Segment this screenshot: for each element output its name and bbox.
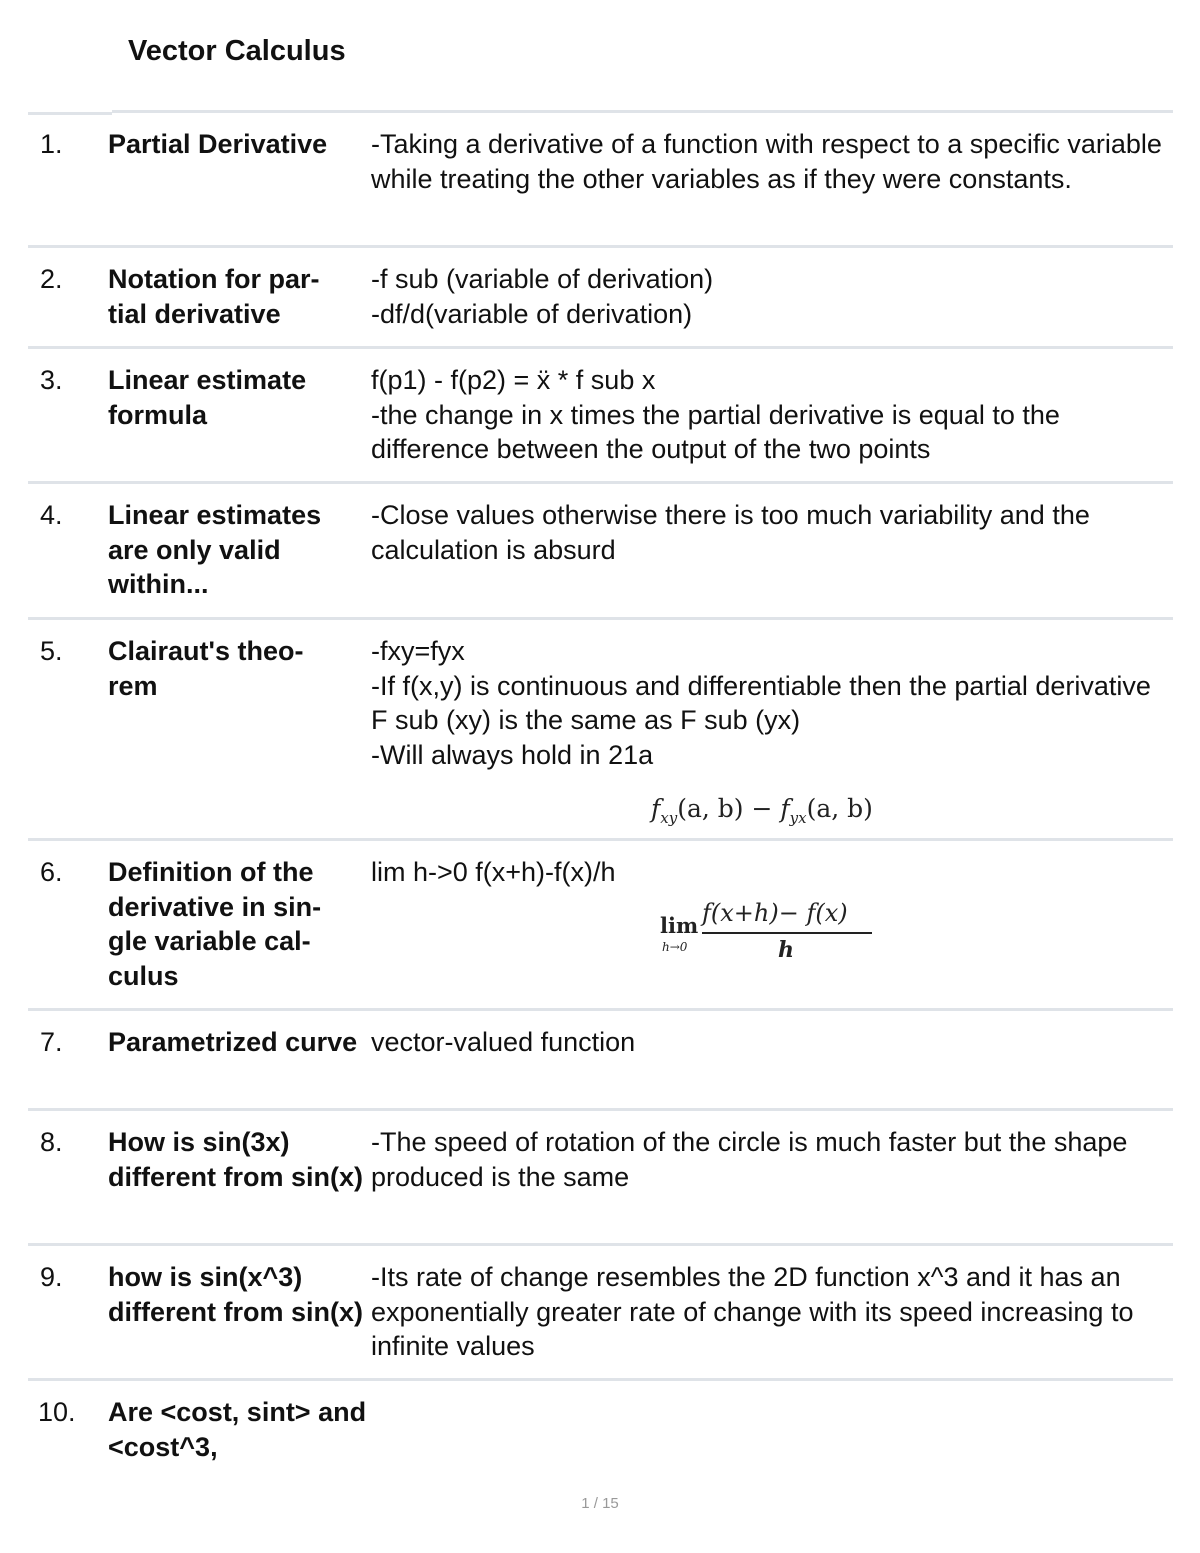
formula-lhs-sub: xy	[660, 809, 678, 827]
flashcard-7	[28, 1011, 1173, 1111]
page-indicator: 1 / 15	[581, 1495, 619, 1512]
flashcard-5	[28, 620, 1173, 841]
card-definition: -Taking a derivative of a function with respect to a specific variable while treating the other variables as if they were constants.	[371, 129, 1162, 194]
card-number: 3.	[40, 365, 63, 395]
card-term: Linear estimates are only valid within...	[108, 500, 322, 599]
card-number: 8.	[40, 1127, 63, 1157]
card-definition: -Its rate of change resembles the 2D function x^3 and it has an exponentially greater rate of change with its speed increasing to infinite values	[371, 1262, 1134, 1361]
card-term: Notation for par- tial derivative	[108, 264, 320, 329]
formula-lhs-args: (a, b)	[677, 794, 744, 823]
card-definition: -fxy=fyx -If f(x,y) is continuous and differentiable then the partial derivative F sub (xy) is the same as F sub (yx) -Will always hold in 21a	[371, 636, 1151, 770]
card-number: 1.	[40, 129, 63, 159]
derivative-limit-formula-image	[656, 899, 906, 969]
card-term: Definition of the derivative in sin- gle variable cal- culus	[108, 857, 322, 991]
card-term: Are <cost, sint> and <cost^3,	[108, 1397, 367, 1462]
formula-rhs-args: (a, b)	[806, 794, 873, 823]
card-term: How is sin(3x) different from sin(x)	[108, 1127, 364, 1192]
card-number: 2.	[40, 264, 63, 294]
clairaut-formula-image	[651, 794, 873, 827]
card-number: 5.	[40, 636, 63, 666]
formula-lhs-base: f	[651, 794, 661, 823]
flashcard-8	[28, 1111, 1173, 1246]
limit-subscript: h→0	[662, 940, 688, 954]
formula-rhs-sub: yx	[789, 809, 807, 827]
fraction-numerator: f(x+h)− f(x)	[702, 899, 848, 927]
card-definition: -f sub (variable of derivation) -df/d(variable of derivation)	[371, 264, 714, 329]
fraction-denominator: h	[778, 937, 794, 963]
flashcard-9	[28, 1246, 1173, 1381]
card-definition: vector-valued function	[371, 1027, 636, 1057]
card-term: Linear estimate formula	[108, 365, 307, 430]
card-definition: f(p1) - f(p2) = ẍ * f sub x -the change in x times the partial derivative is equal to the difference between the output of the two points	[371, 365, 1060, 464]
formula-rhs-base: f	[780, 794, 790, 823]
card-term: Parametrized curve	[108, 1027, 358, 1057]
card-term: Partial Derivative	[108, 129, 328, 159]
limit-operator: lim	[660, 913, 699, 938]
card-term: how is sin(x^3) different from sin(x)	[108, 1262, 364, 1327]
card-number: 7.	[40, 1027, 63, 1057]
flashcard-10	[28, 1381, 1173, 1481]
card-number: 10.	[38, 1397, 76, 1427]
flashcard-1	[28, 113, 1173, 248]
document-title: Vector Calculus	[128, 35, 346, 67]
flashcard-3	[28, 349, 1173, 484]
flashcard-2	[28, 248, 1173, 349]
card-definition: -Close values otherwise there is too much variability and the calculation is absurd	[371, 500, 1090, 565]
flashcard-6	[28, 841, 1173, 1011]
card-number: 6.	[40, 857, 63, 887]
card-term: Clairaut's theo- rem	[108, 636, 304, 701]
card-number: 9.	[40, 1262, 63, 1292]
flashcard-4	[28, 484, 1173, 620]
card-number: 4.	[40, 500, 63, 530]
fraction-bar	[702, 932, 872, 934]
card-definition: lim h->0 f(x+h)-f(x)/h	[371, 857, 616, 887]
formula-operator: −	[751, 794, 773, 823]
card-definition: -The speed of rotation of the circle is much faster but the shape produced is the same	[371, 1127, 1128, 1192]
